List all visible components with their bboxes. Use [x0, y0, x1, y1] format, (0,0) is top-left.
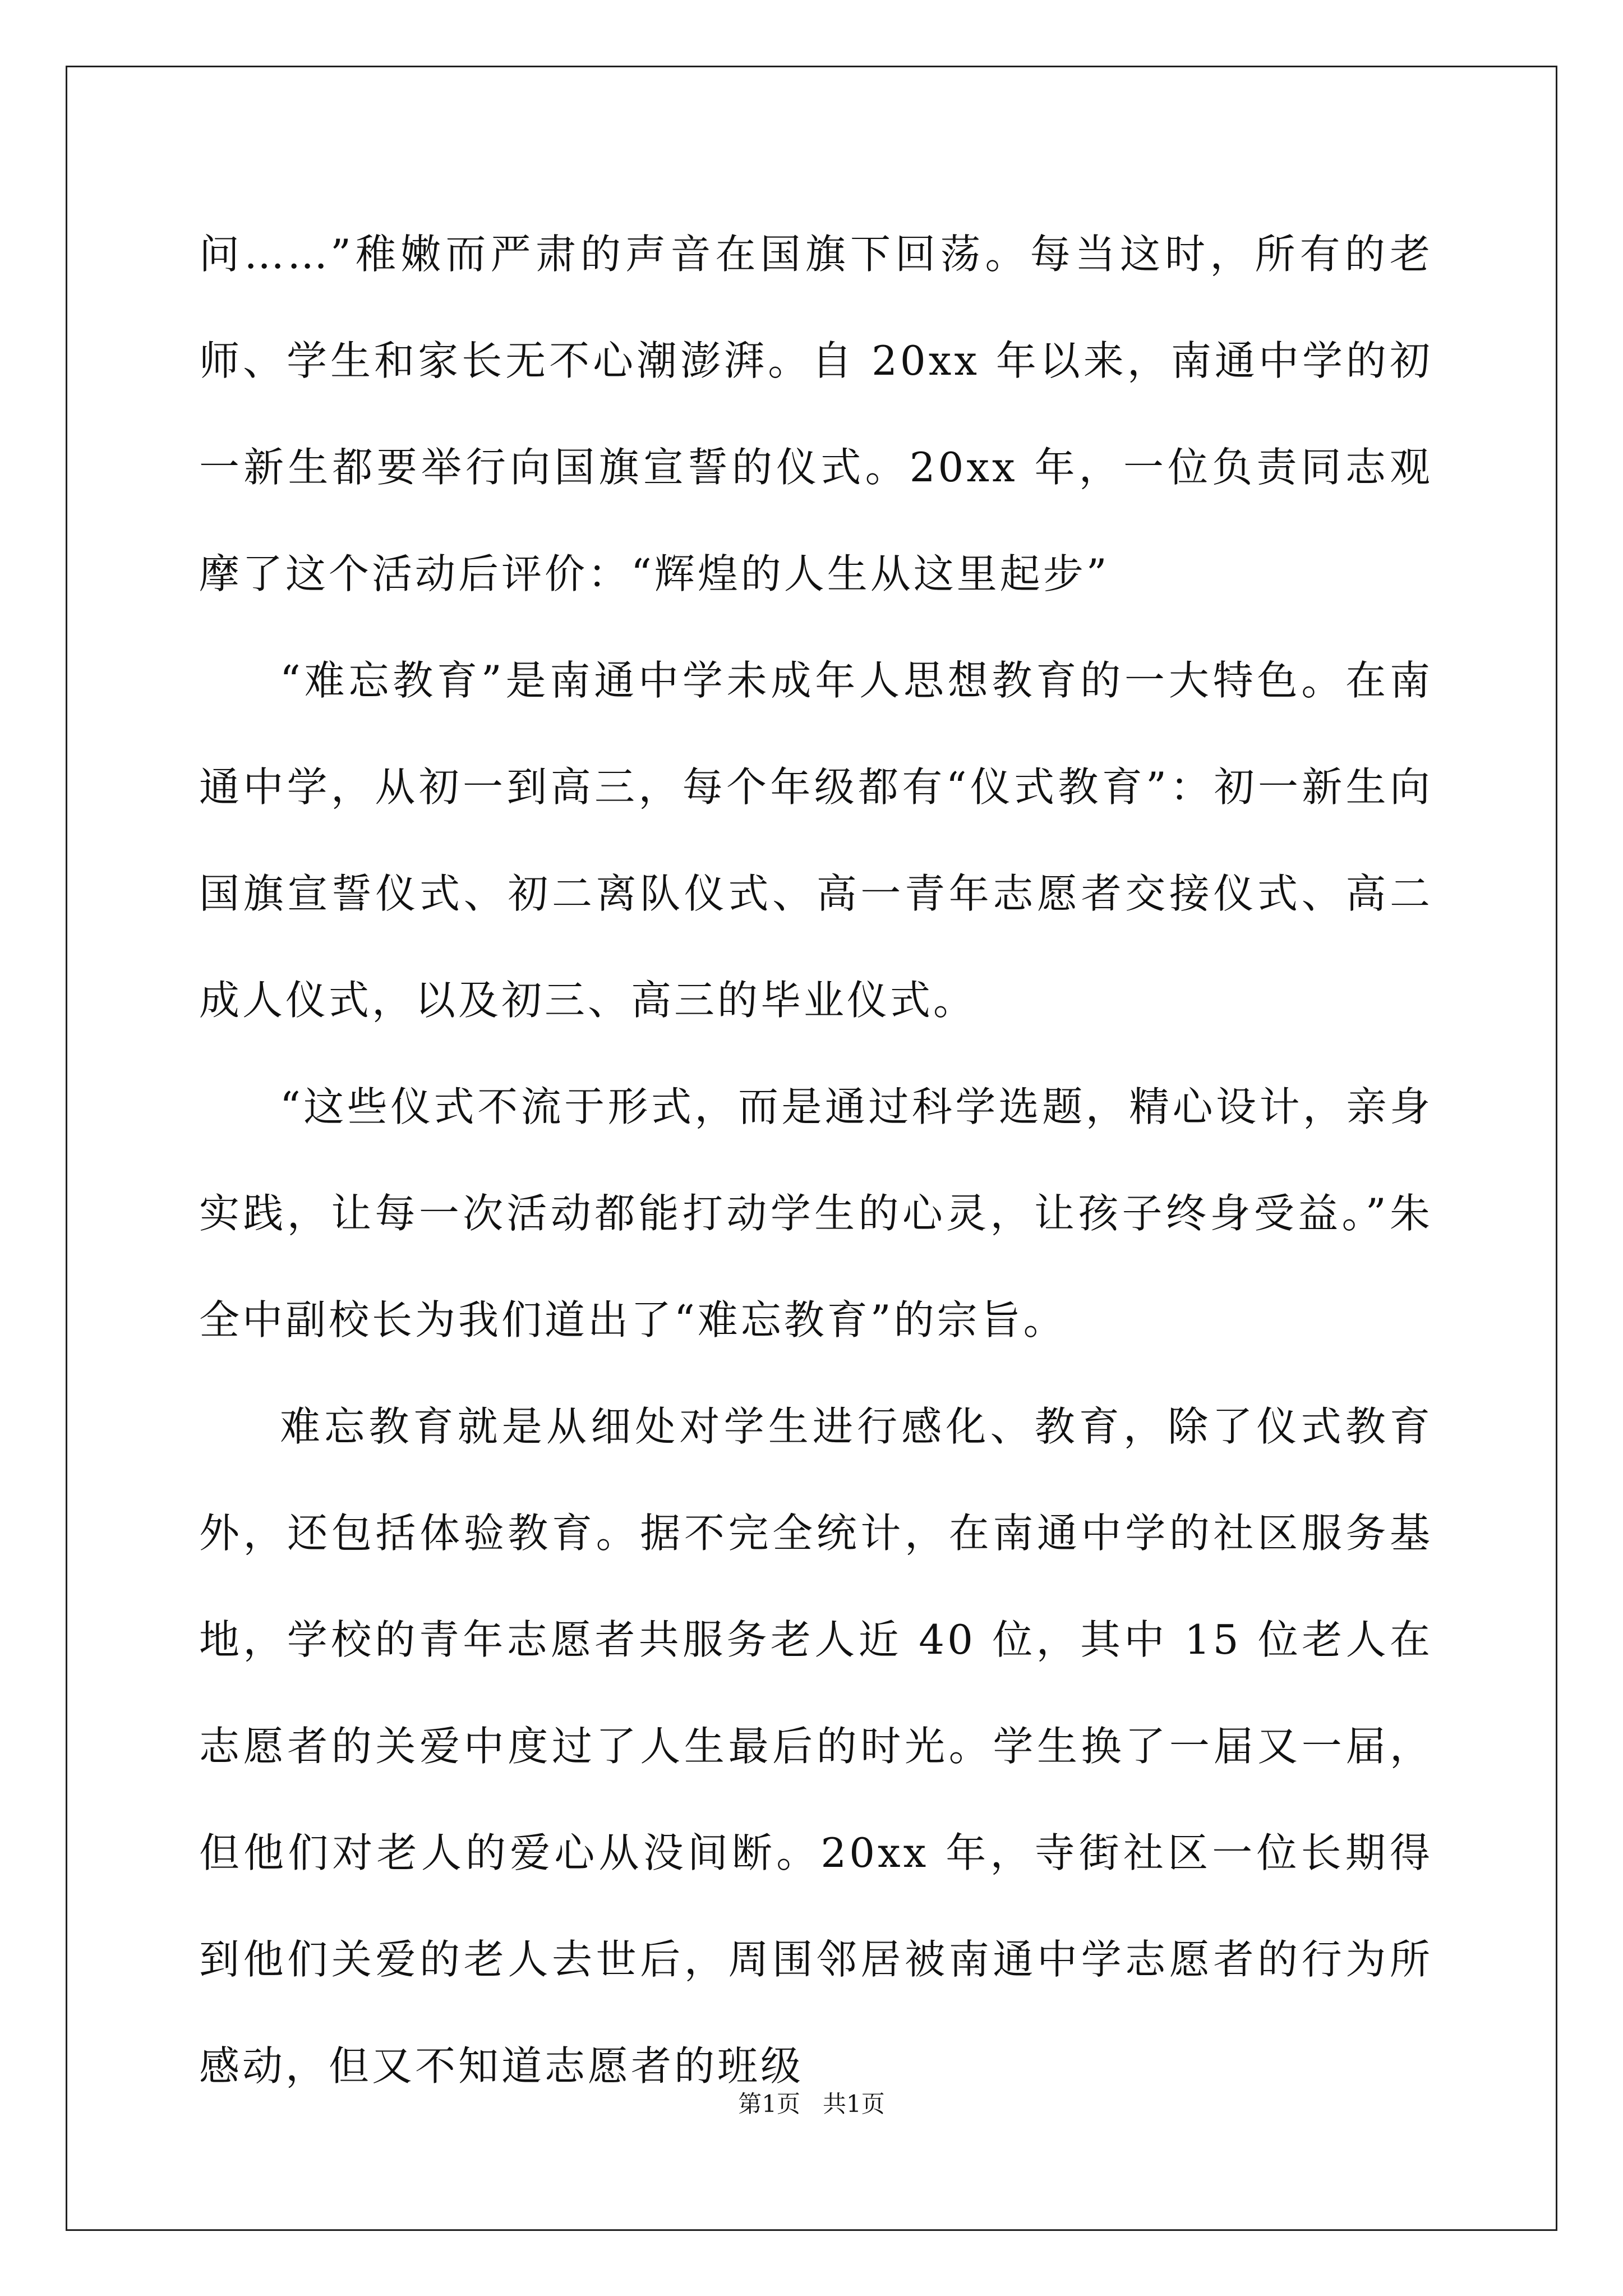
page-number: 第1页 [738, 2090, 800, 2118]
page-footer [0, 2086, 1623, 2119]
document-body [199, 201, 1433, 2119]
paragraph-3: “这些仪式不流于形式，而是通过科学选题，精心设计，亲身实践，让每一次活动都能打动学生的心灵，让孩子终身受益。”朱全中副校长为我们道出了“难忘教育”的宗旨。 [199, 1083, 1433, 1343]
paragraph-1: 问……”稚嫩而严肃的声音在国旗下回荡。每当这时，所有的老师、学生和家长无不心潮澎湃。自 20xx 年以来，南通中学的初一新生都要举行向国旗宣誓的仪式。20xx 年，一位负责同志观摩了这个活动后评价：“辉煌的人生从这里起步” [199, 231, 1433, 597]
page-total: 共1页 [823, 2090, 885, 2118]
paragraph-4: 难忘教育就是从细处对学生进行感化、教育，除了仪式教育外，还包括体验教育。据不完全统计，在南通中学的社区服务基地，学校的青年志愿者共服务老人近 40 位，其中 15 位老人在志愿者的关爱中度过了人生最后的时光。学生换了一届又一届，但他们对老人的爱心从没间断。20xx 年，寺街社区一位长期得到他们关爱的老人去世后，周围邻居被南通中学志愿者的行为所感动，但又不知道志愿者的班级 [199, 1403, 1433, 2090]
paragraph-2: “难忘教育”是南通中学未成年人思想教育的一大特色。在南通中学，从初一到高三，每个年级都有“仪式教育”：初一新生向国旗宣誓仪式、初二离队仪式、高一青年志愿者交接仪式、高二成人仪式，以及初三、高三的毕业仪式。 [199, 657, 1433, 1024]
